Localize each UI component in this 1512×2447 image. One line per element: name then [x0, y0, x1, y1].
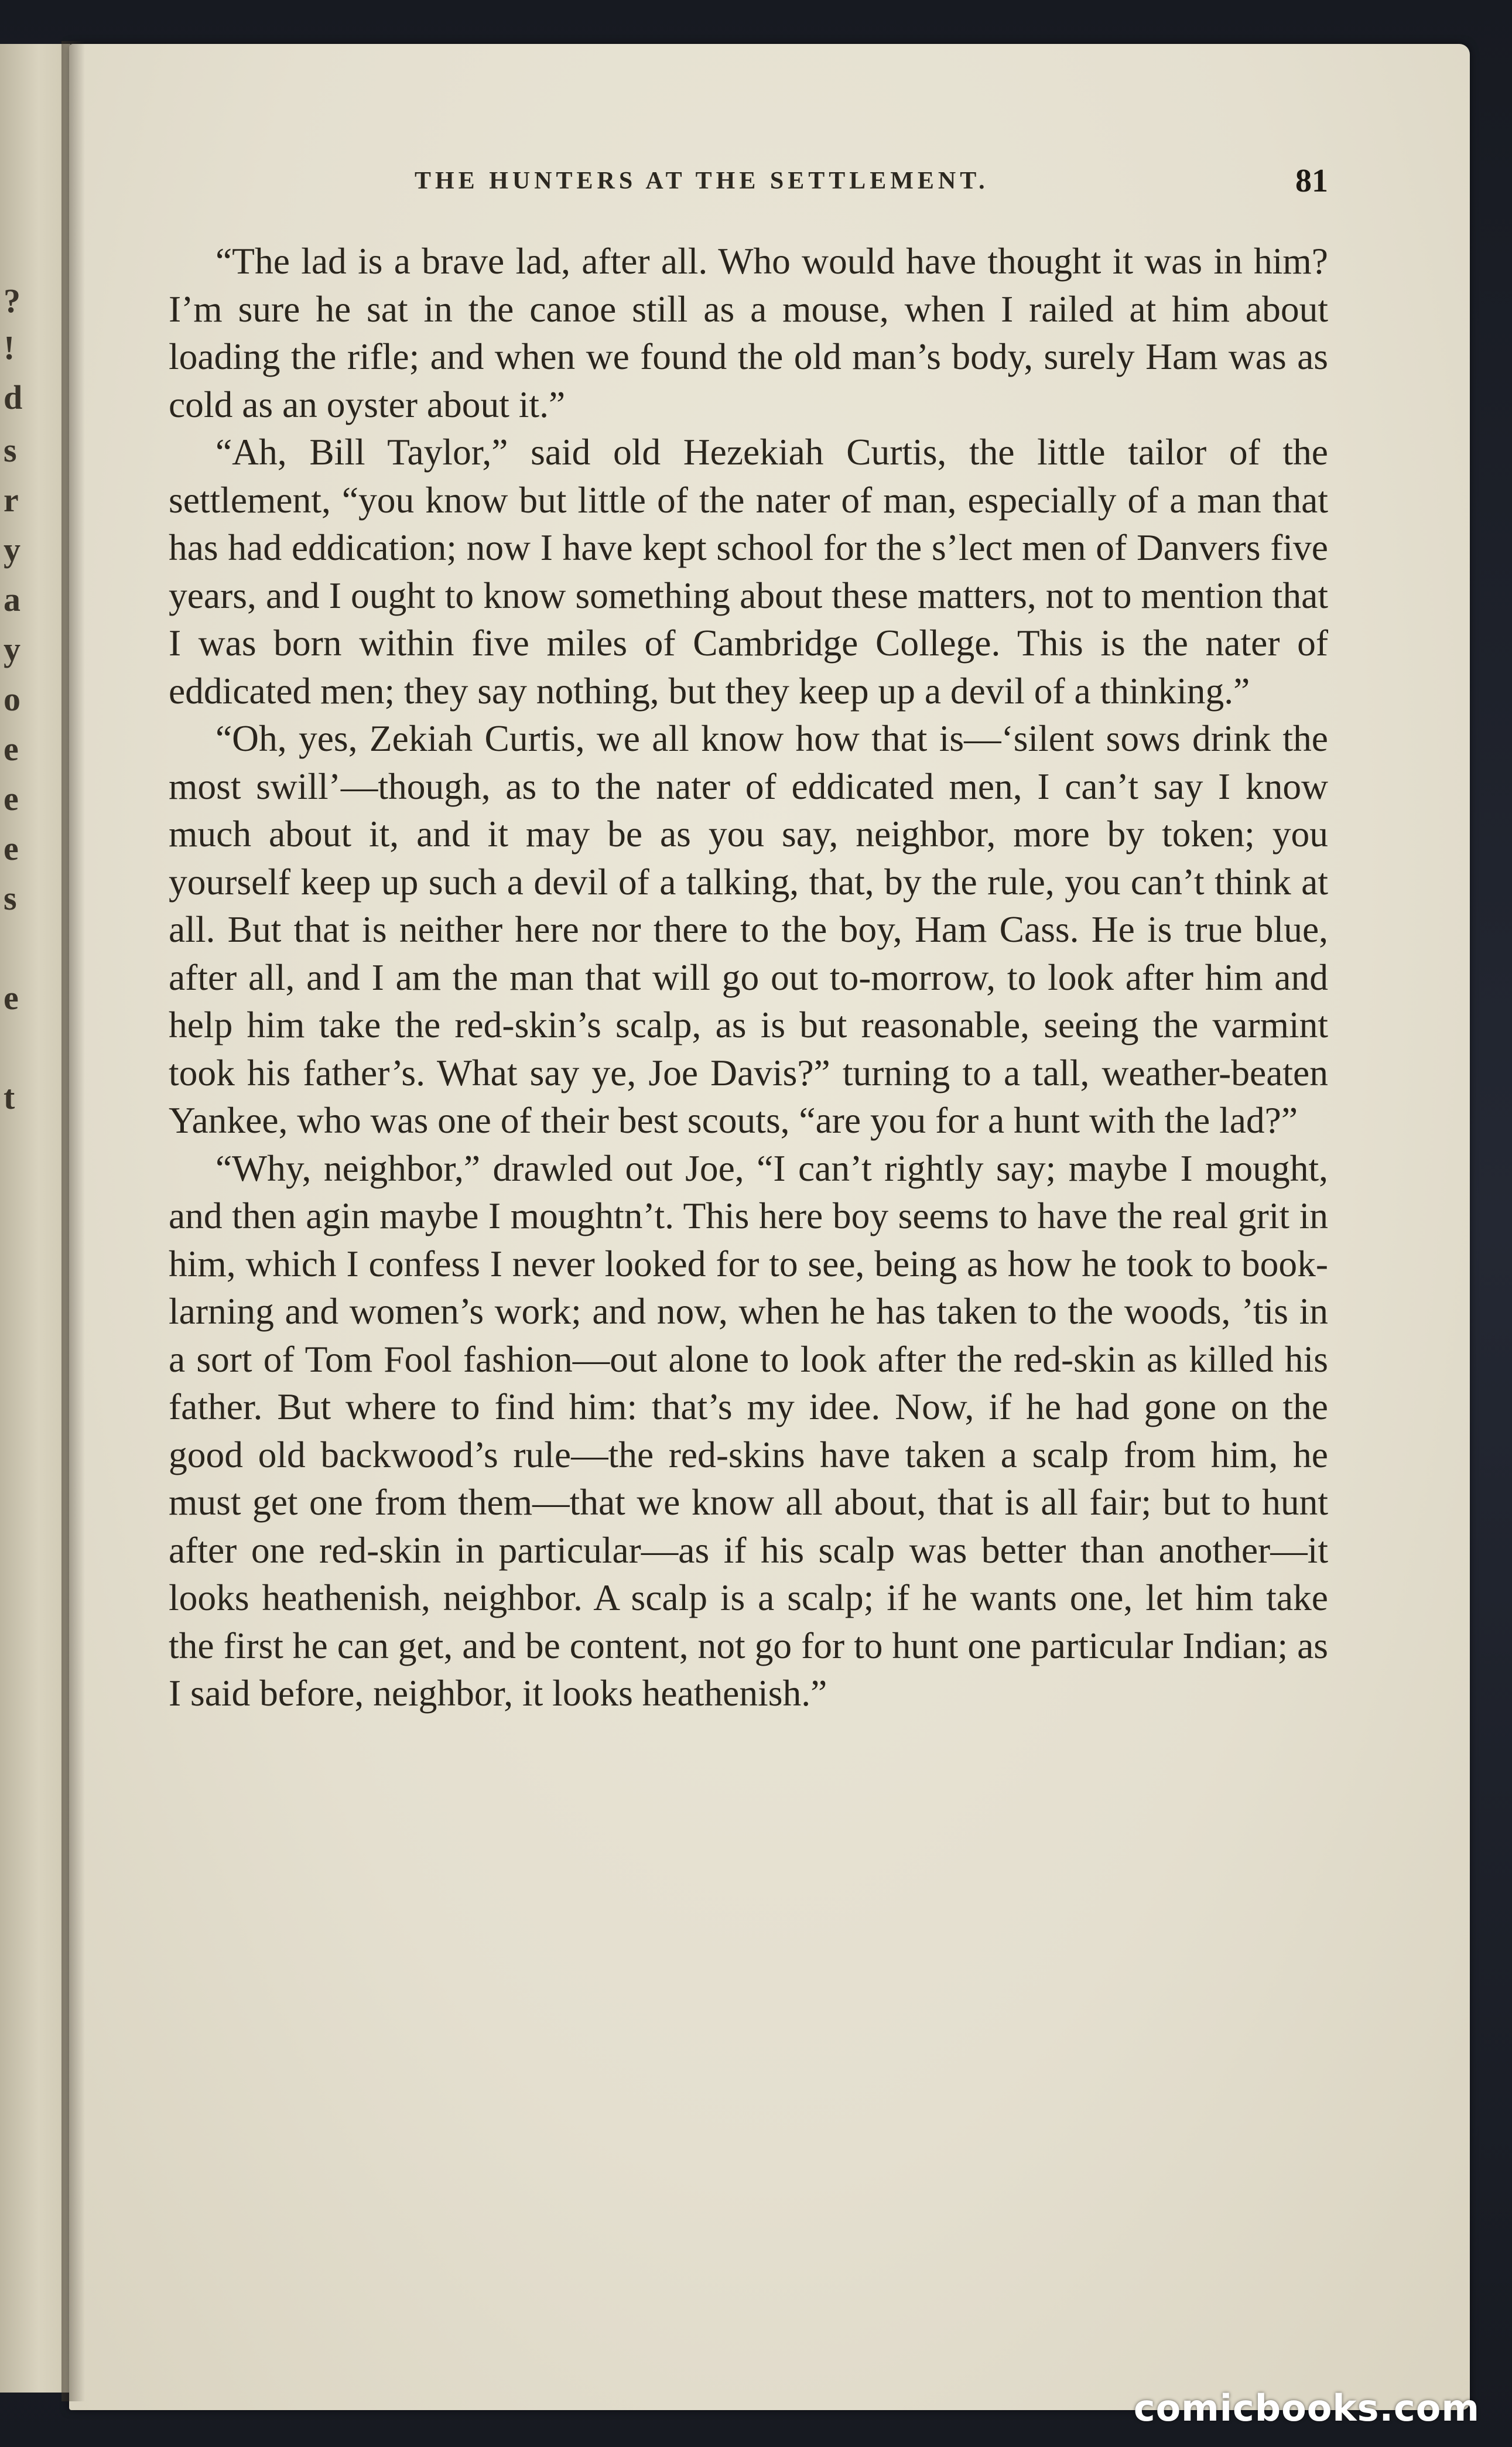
gutter-shadow	[61, 41, 85, 2401]
paragraph: “Ah, Bill Taylor,” said old Hezekiah Curtis, the little tailor of the settlement, “you know but little of the nater of man, especially of a man that has had eddication; now I have kept school for the s’lect men of Danvers five years, and I ought to know something about these matters, not to mention that I was born within five miles of Cambridge College. This is the nater of eddicated men; they say nothing, but they keep up a devil of a thinking.”	[169, 431, 1328, 712]
edge-letter: ?	[4, 282, 20, 320]
paragraph: “The lad is a brave lad, after all. Who would have thought it was in him? I’m sure he sat in the canoe still as a mouse, when I railed at him about loading the rifle; and when we found the old man’s body, surely Ham was as cold as an oyster about it.”	[169, 240, 1328, 425]
watermark: comicbooks.com	[1133, 2387, 1480, 2429]
page-header	[169, 163, 1328, 220]
page-number: 81	[1295, 163, 1328, 199]
running-head: THE HUNTERS AT THE SETTLEMENT.	[415, 168, 989, 194]
edge-letter: !	[4, 329, 15, 367]
edge-letter: s	[4, 431, 17, 469]
edge-letter: o	[4, 680, 20, 718]
edge-letter: t	[4, 1078, 15, 1116]
facing-page-edge	[0, 44, 70, 2393]
edge-letter: a	[4, 580, 20, 618]
edge-letter: d	[4, 378, 23, 416]
edge-letter: y	[4, 630, 20, 668]
edge-letter: e	[4, 829, 19, 867]
edge-letter: e	[4, 730, 19, 768]
edge-letter: r	[4, 481, 19, 519]
book-page	[69, 44, 1470, 2410]
body-text	[169, 237, 1328, 1717]
paragraph: “Oh, yes, Zekiah Curtis, we all know how that is—‘silent sows drink the most swill’—though, as to the nater of eddicated men, I can’t say I know much about it, and it may be as you say, neighbor, more by token; you yourself keep up such a devil of a talking, that, by the rule, you can’t think at all. But that is neither here nor there to the boy, Ham Cass. He is true blue, after all, and I am the man that will go out to-morrow, to look after him and help him take the red-skin’s scalp, as is but reasonable, seeing the varmint took his father’s. What say ye, Joe Davis?” turning to a tall, weather-beaten Yankee, who was one of their best scouts, “are you for a hunt with the lad?”	[169, 717, 1328, 1141]
edge-letter: e	[4, 780, 19, 818]
edge-letter: s	[4, 879, 17, 917]
paragraph: “Why, neighbor,” drawled out Joe, “I can’t rightly say; maybe I mought, and then agin maybe I moughtn’t. This here boy seems to have the real grit in him, which I confess I never looked for to see, being as how he took to book-larning and women’s work; and now, when he has taken to the woods, ’tis in a sort of Tom Fool fashion—out alone to look after the red-skin as killed his father. But where to find him: that’s my idee. Now, if he had gone on the good old backwood’s rule—the red-skins have taken a scalp from him, he must get one from them—that we know all about, that is all fair; but to hunt after one red-skin in particular—as if his scalp was better than another—it looks heathenish, neighbor. A scalp is a scalp; if he wants one, let him take the first he can get, and be content, not go for to hunt one particular Indian; as I said before, neighbor, it looks heathenish.”	[169, 1147, 1328, 1714]
edge-letter: y	[4, 531, 20, 569]
edge-letter: e	[4, 979, 19, 1017]
